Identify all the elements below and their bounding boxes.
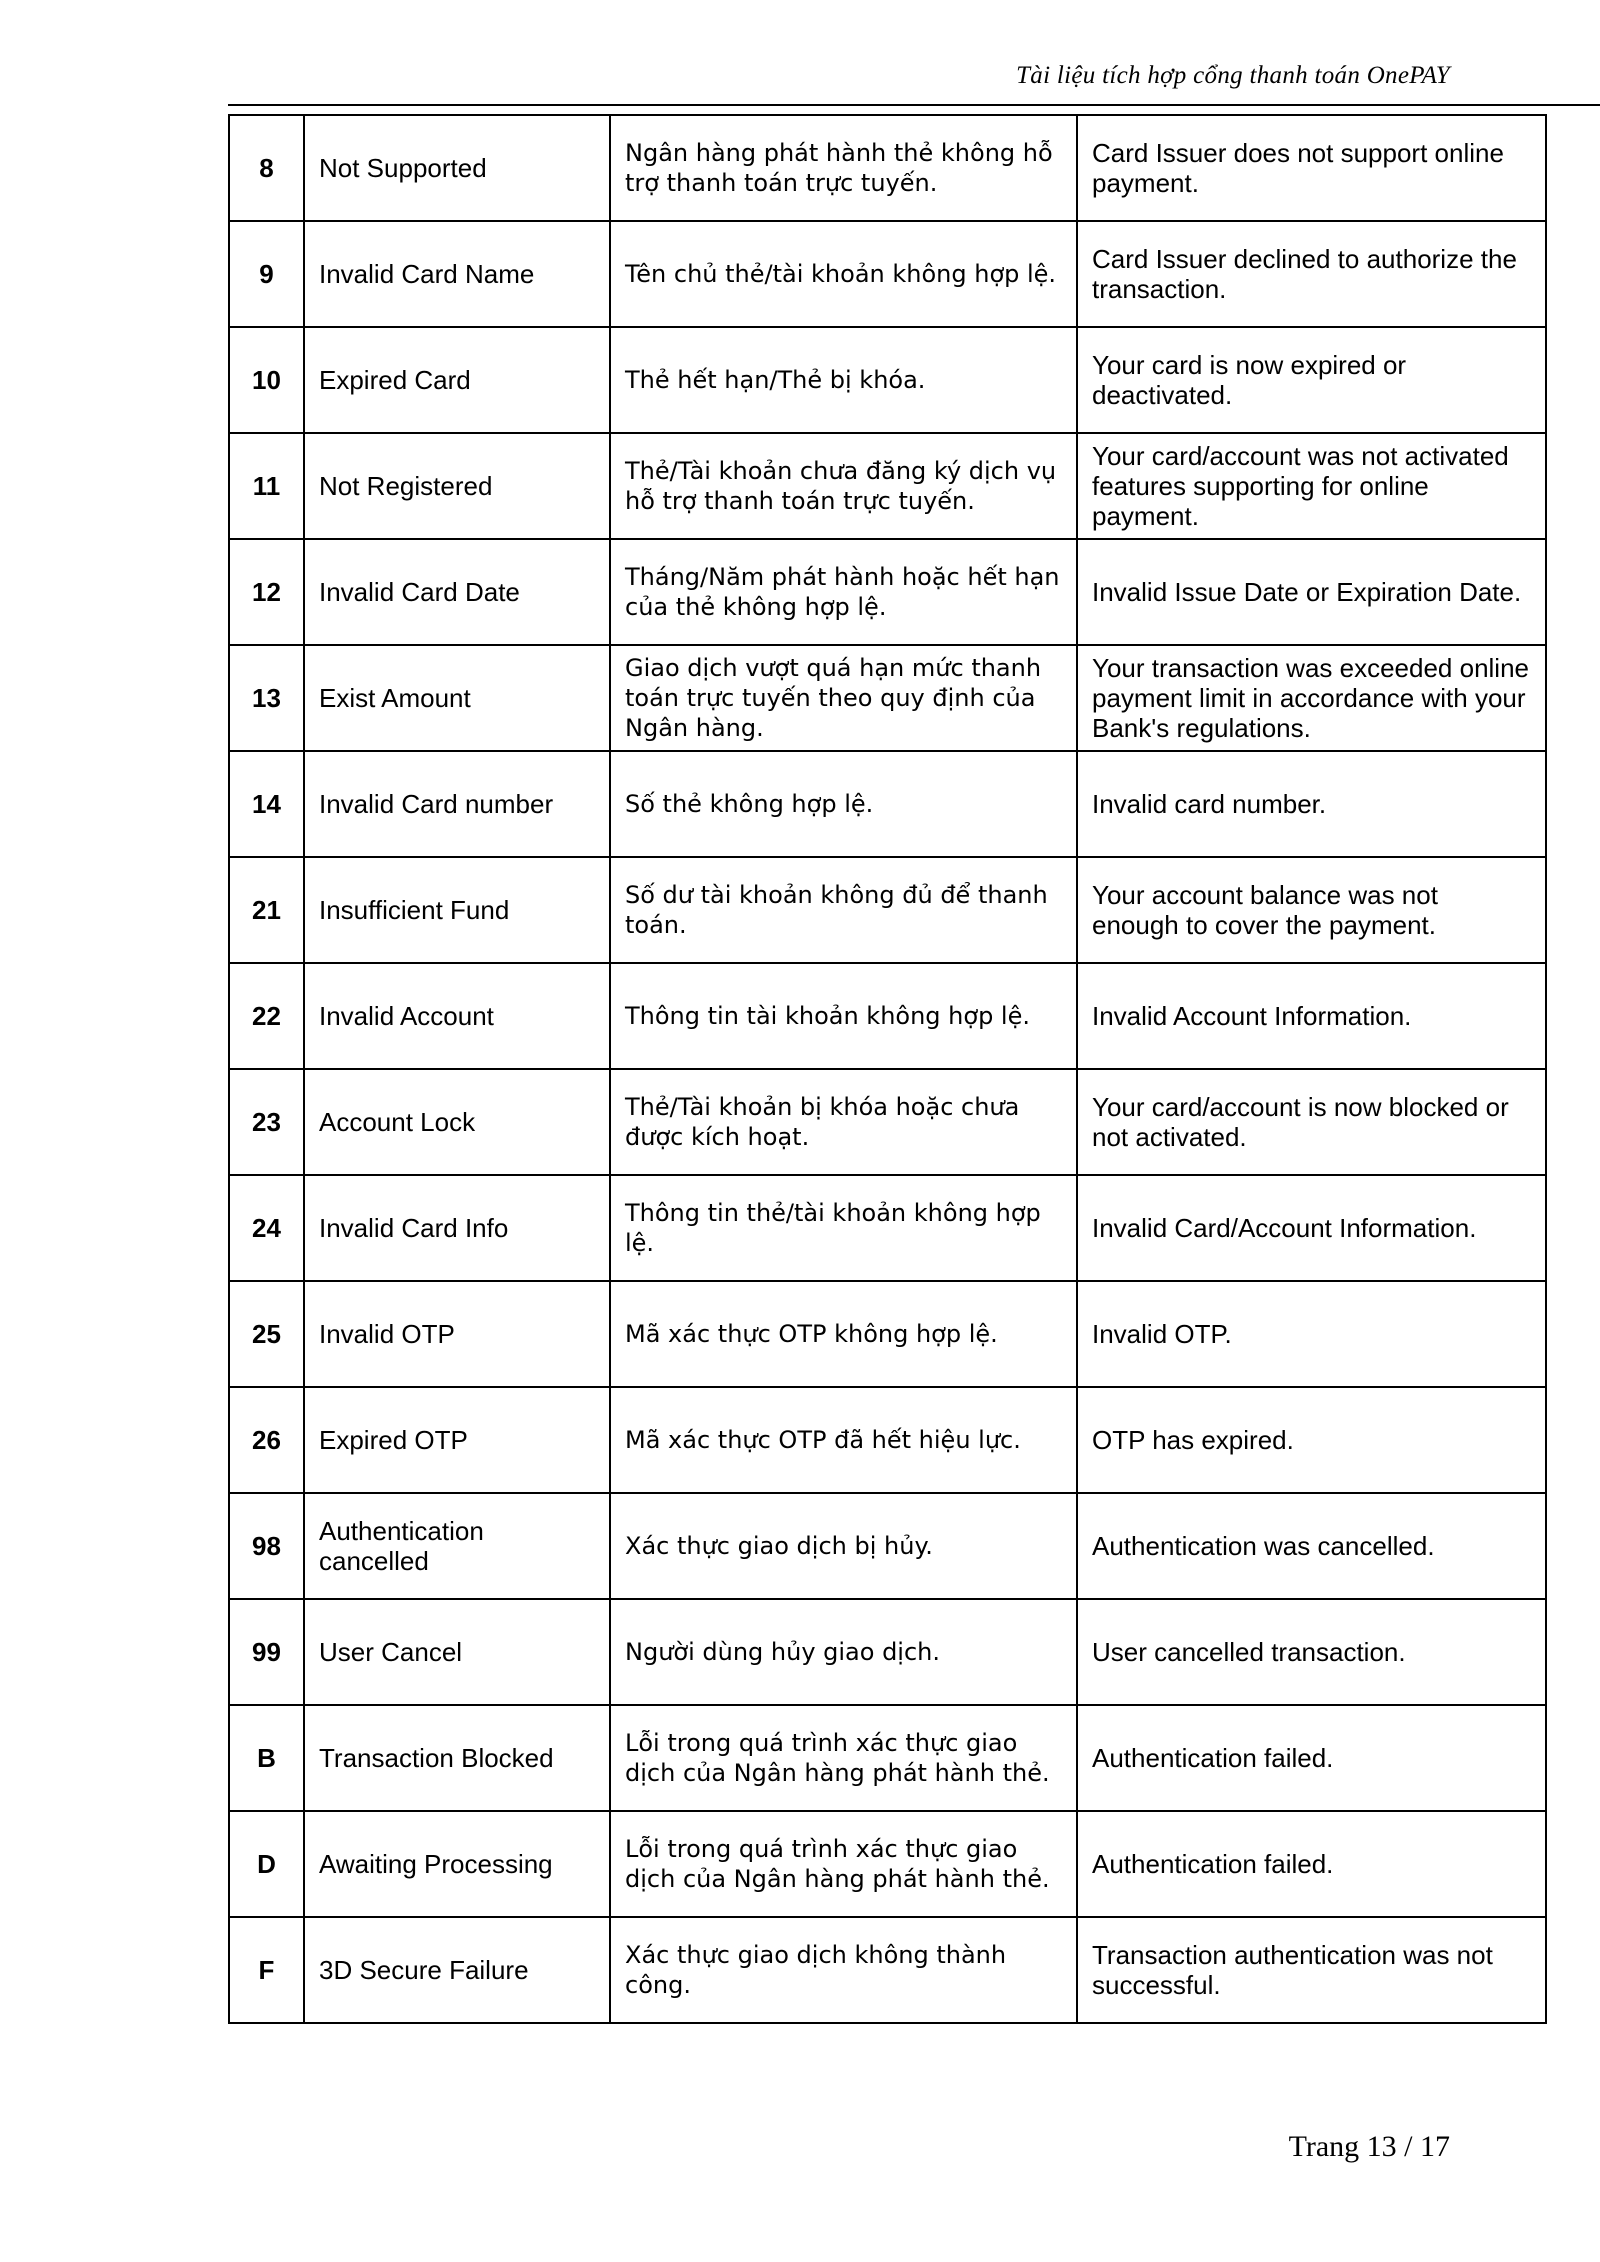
response-code: 12 (229, 539, 304, 645)
description-en: Authentication failed. (1077, 1811, 1546, 1917)
response-code: 24 (229, 1175, 304, 1281)
header-divider (228, 104, 1600, 106)
table-row (229, 751, 1546, 857)
table-row (229, 327, 1546, 433)
description-en: Your card is now expired or deactivated. (1077, 327, 1546, 433)
description-vi: Thẻ hết hạn/Thẻ bị khóa. (610, 327, 1077, 433)
response-code: 25 (229, 1281, 304, 1387)
table-row (229, 1599, 1546, 1705)
response-code: 9 (229, 221, 304, 327)
document-header-title: Tài liệu tích hợp cổng thanh toán OnePAY (1016, 62, 1450, 89)
page-number: Trang 13 / 17 (1288, 2130, 1450, 2163)
response-name: Invalid Card Info (304, 1175, 610, 1281)
description-en: Invalid card number. (1077, 751, 1546, 857)
response-code: 10 (229, 327, 304, 433)
description-vi: Số dư tài khoản không đủ để thanh toán. (610, 857, 1077, 963)
description-vi: Người dùng hủy giao dịch. (610, 1599, 1077, 1705)
description-vi: Lỗi trong quá trình xác thực giao dịch của Ngân hàng phát hành thẻ. (610, 1705, 1077, 1811)
response-name: Invalid Card Name (304, 221, 610, 327)
response-code: 11 (229, 433, 304, 539)
table-row (229, 1281, 1546, 1387)
response-code: D (229, 1811, 304, 1917)
response-code: 14 (229, 751, 304, 857)
response-name: Not Registered (304, 433, 610, 539)
description-vi: Lỗi trong quá trình xác thực giao dịch của Ngân hàng phát hành thẻ. (610, 1811, 1077, 1917)
response-name: Not Supported (304, 115, 610, 221)
description-en: Your card/account is now blocked or not activated. (1077, 1069, 1546, 1175)
table-row (229, 221, 1546, 327)
response-name: Transaction Blocked (304, 1705, 610, 1811)
description-vi: Thông tin tài khoản không hợp lệ. (610, 963, 1077, 1069)
table-row (229, 645, 1546, 751)
response-name: Awaiting Processing (304, 1811, 610, 1917)
table-row (229, 857, 1546, 963)
response-name: Expired Card (304, 327, 610, 433)
description-vi: Mã xác thực OTP đã hết hiệu lực. (610, 1387, 1077, 1493)
table-row (229, 115, 1546, 221)
description-en: Invalid Account Information. (1077, 963, 1546, 1069)
table-row (229, 1175, 1546, 1281)
description-en: Your card/account was not activated features supporting for online payment. (1077, 433, 1546, 539)
table-row (229, 1387, 1546, 1493)
response-name: Exist Amount (304, 645, 610, 751)
description-vi: Giao dịch vượt quá hạn mức thanh toán trực tuyến theo quy định của Ngân hàng. (610, 645, 1077, 751)
response-code-table (228, 114, 1547, 2024)
response-name: Insufficient Fund (304, 857, 610, 963)
response-code: 22 (229, 963, 304, 1069)
response-code: 8 (229, 115, 304, 221)
description-en: OTP has expired. (1077, 1387, 1546, 1493)
description-en: Transaction authentication was not successful. (1077, 1917, 1546, 2023)
response-name: Account Lock (304, 1069, 610, 1175)
response-name: Invalid OTP (304, 1281, 610, 1387)
response-code: 21 (229, 857, 304, 963)
description-vi: Mã xác thực OTP không hợp lệ. (610, 1281, 1077, 1387)
response-name: Invalid Card Date (304, 539, 610, 645)
description-en: Invalid Card/Account Information. (1077, 1175, 1546, 1281)
description-vi: Thẻ/Tài khoản chưa đăng ký dịch vụ hỗ trợ thanh toán trực tuyến. (610, 433, 1077, 539)
table-row (229, 963, 1546, 1069)
description-en: Your account balance was not enough to cover the payment. (1077, 857, 1546, 963)
description-vi: Thẻ/Tài khoản bị khóa hoặc chưa được kích hoạt. (610, 1069, 1077, 1175)
description-vi: Số thẻ không hợp lệ. (610, 751, 1077, 857)
description-vi: Ngân hàng phát hành thẻ không hỗ trợ thanh toán trực tuyến. (610, 115, 1077, 221)
response-name: Expired OTP (304, 1387, 610, 1493)
description-en: Card Issuer declined to authorize the transaction. (1077, 221, 1546, 327)
response-name: Authentication cancelled (304, 1493, 610, 1599)
description-en: User cancelled transaction. (1077, 1599, 1546, 1705)
description-en: Invalid Issue Date or Expiration Date. (1077, 539, 1546, 645)
response-name: Invalid Account (304, 963, 610, 1069)
description-vi: Xác thực giao dịch bị hủy. (610, 1493, 1077, 1599)
response-code: F (229, 1917, 304, 2023)
description-en: Authentication failed. (1077, 1705, 1546, 1811)
table-row (229, 1705, 1546, 1811)
response-name: Invalid Card number (304, 751, 610, 857)
response-code: B (229, 1705, 304, 1811)
description-vi: Thông tin thẻ/tài khoản không hợp lệ. (610, 1175, 1077, 1281)
table-row (229, 1493, 1546, 1599)
description-vi: Tháng/Năm phát hành hoặc hết hạn của thẻ không hợp lệ. (610, 539, 1077, 645)
response-code: 98 (229, 1493, 304, 1599)
table-row (229, 1811, 1546, 1917)
description-en: Card Issuer does not support online payment. (1077, 115, 1546, 221)
description-en: Invalid OTP. (1077, 1281, 1546, 1387)
table-row (229, 539, 1546, 645)
response-name: User Cancel (304, 1599, 610, 1705)
response-code: 23 (229, 1069, 304, 1175)
description-vi: Tên chủ thẻ/tài khoản không hợp lệ. (610, 221, 1077, 327)
description-vi: Xác thực giao dịch không thành công. (610, 1917, 1077, 2023)
response-code: 26 (229, 1387, 304, 1493)
description-en: Your transaction was exceeded online payment limit in accordance with your Bank's regulations. (1077, 645, 1546, 751)
response-code: 13 (229, 645, 304, 751)
table-row (229, 1069, 1546, 1175)
response-name: 3D Secure Failure (304, 1917, 610, 2023)
table-row (229, 1917, 1546, 2023)
description-en: Authentication was cancelled. (1077, 1493, 1546, 1599)
response-code: 99 (229, 1599, 304, 1705)
table-row (229, 433, 1546, 539)
